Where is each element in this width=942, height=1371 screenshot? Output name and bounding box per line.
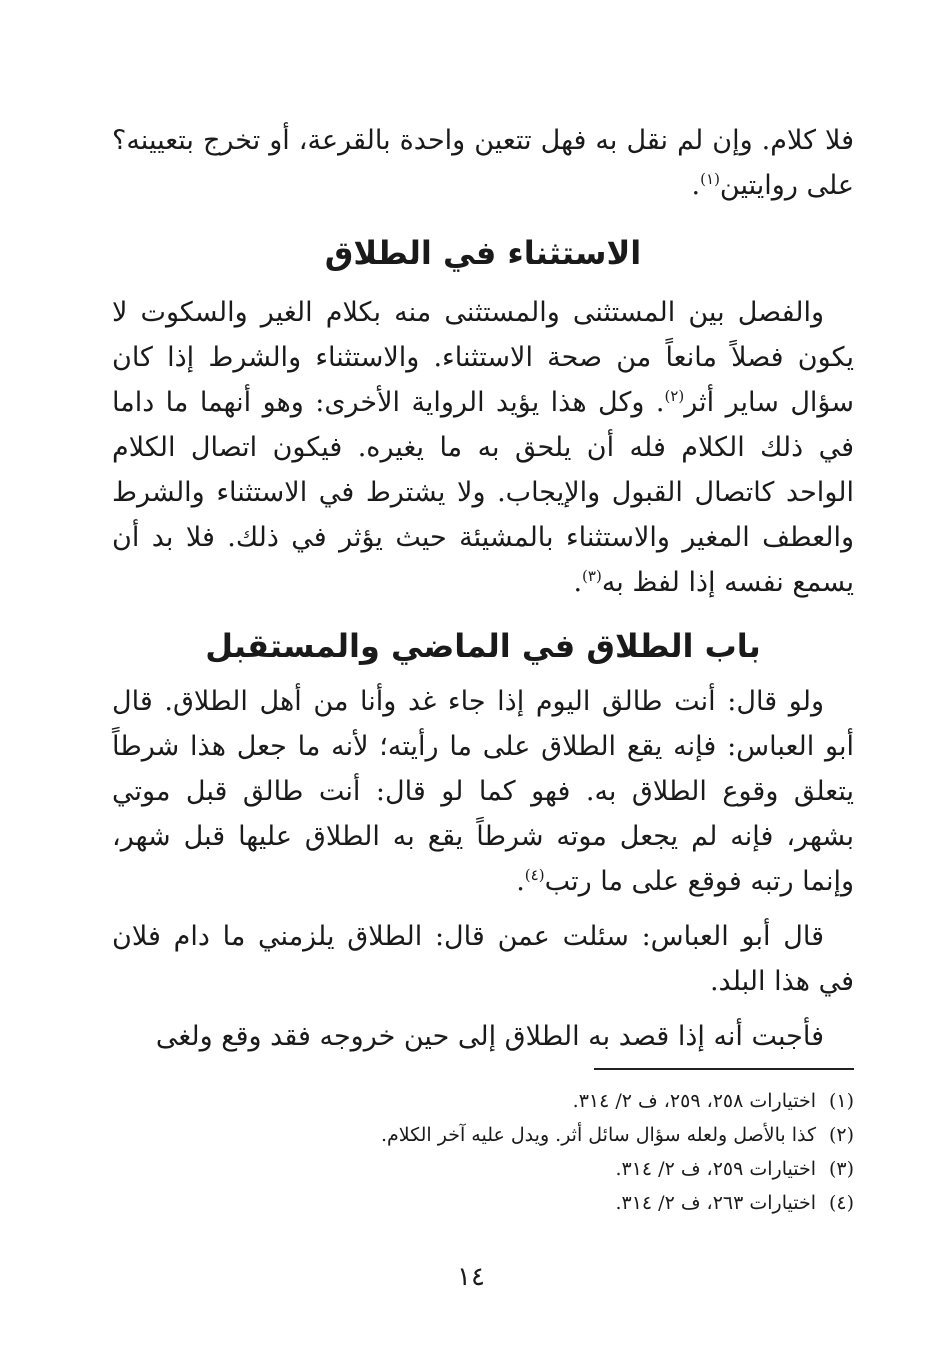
- past-future-paragraph-3: فأجبت أنه إذا قصد به الطلاق إلى حين خروجه فقد وقع ولغى: [155, 1021, 824, 1052]
- footnote-ref-3: (٣): [582, 567, 602, 585]
- section-heading-exception: الاستثناء في الطلاق: [324, 234, 642, 272]
- footnote-3: [112, 1152, 854, 1186]
- past-future-paragraph-1-tail: .: [516, 866, 525, 897]
- footnote-number: (١): [828, 1090, 854, 1112]
- footnote-ref-1: (١): [700, 170, 720, 188]
- page-number: ١٤: [457, 1262, 485, 1292]
- footnote-text: اختيارات ٢٥٩، ف ٢/ ٣١٤.: [615, 1158, 816, 1180]
- footnote-2: [112, 1118, 854, 1152]
- opening-paragraph: [112, 118, 854, 208]
- footnote-text: اختيارات ٢٥٨، ٢٥٩، ف ٢/ ٣١٤.: [572, 1090, 816, 1112]
- page-body: [112, 118, 854, 1059]
- footnote-divider: [594, 1068, 854, 1070]
- exception-paragraph: [112, 290, 854, 605]
- footnote-text: اختيارات ٢٦٣، ف ٢/ ٣١٤.: [615, 1192, 816, 1214]
- footnote-1: [112, 1084, 854, 1118]
- past-future-paragraph-1: [112, 679, 854, 904]
- footnote-4: [112, 1186, 854, 1220]
- footnote-ref-2: (٢): [664, 387, 685, 405]
- exception-paragraph-part2: . وكل هذا يؤيد الرواية الأخرى: وهو أنهما ما داما في ذلك الكلام فله أن يلحق به ما يغيره. فيكون اتصال الكلام الواحد كاتصال القبول والإيجاب. ولا يشترط في الاستثناء والشرط والعطف المغير والاستثناء بالمشيئة حيث يؤثر في ذلك. فلا بد أن يسمع نفسه إذا لفظ به: [112, 387, 854, 598]
- footnote-number: (٤): [828, 1192, 854, 1214]
- opening-paragraph-tail: .: [691, 170, 701, 201]
- exception-paragraph-part1: والفصل بين المستثنى والمستثنى منه بكلام الغير والسكوت لا يكون فصلاً مانعاً من صحة الاستثناء. والاستثناء والشرط إذا كان سؤال ساير أثر: [112, 297, 855, 418]
- opening-paragraph-text: فلا كلام. وإن لم نقل به فهل تتعين واحدة بالقرعة، أو تخرج بتعيينه؟ على روايتين: [112, 125, 854, 201]
- section-heading-past-future: باب الطلاق في الماضي والمستقبل: [205, 627, 761, 665]
- footnote-number: (٣): [828, 1158, 854, 1180]
- exception-paragraph-tail: .: [573, 567, 583, 598]
- footnote-text: كذا بالأصل ولعله سؤال سائل أثر. ويدل عليه آخر الكلام.: [381, 1124, 816, 1146]
- past-future-paragraph-1-text: ولو قال: أنت طالق اليوم إذا جاء غد وأنا من أهل الطلاق. قال أبو العباس: فإنه يقع الطلاق على ما رأيته؛ لأنه ما جعل هذا شرطاً يتعلق وقوع الطلاق به. فهو كما لو قال: أنت طالق قبل موتي بشهر، فإنه لم يجعل موته شرطاً يقع به الطلاق عليها قبل شهر، وإنما رتبه فوقع على ما رتب: [112, 686, 854, 897]
- past-future-paragraph-2: قال أبو العباس: سئلت عمن قال: الطلاق يلزمني ما دام فلان في هذا البلد.: [112, 921, 854, 997]
- footnote-ref-4: (٤): [524, 866, 545, 884]
- footnote-number: (٢): [828, 1124, 854, 1146]
- footnotes: [112, 1068, 854, 1220]
